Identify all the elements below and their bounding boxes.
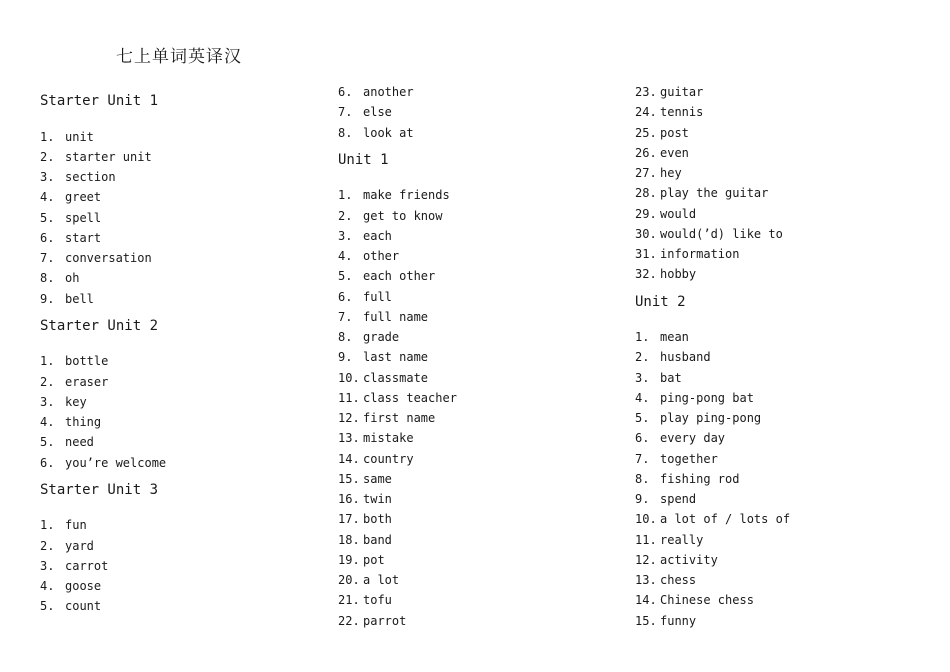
- item-word: would(’d) like to: [660, 226, 783, 241]
- word-item: [338, 471, 392, 487]
- item-number: 8.: [338, 125, 353, 140]
- item-number: 9.: [40, 291, 55, 306]
- item-number: 11.: [338, 390, 360, 405]
- word-item: [635, 532, 703, 548]
- word-item: [635, 84, 703, 100]
- section-heading: Unit 1: [338, 151, 389, 168]
- item-number: 8.: [338, 330, 353, 344]
- item-word: parrot: [363, 613, 407, 628]
- word-item: [635, 491, 696, 507]
- word-item: [635, 451, 718, 467]
- word-item: [338, 410, 435, 426]
- item-word: get to know: [363, 208, 443, 223]
- item-word: a lot: [363, 573, 400, 587]
- item-number: 22.: [338, 613, 360, 628]
- word-item: [40, 291, 94, 307]
- word-item: [635, 125, 689, 141]
- word-item: [635, 552, 718, 568]
- item-word: greet: [65, 190, 102, 205]
- item-word: together: [660, 451, 718, 466]
- word-item: [40, 455, 166, 471]
- word-item: [635, 572, 696, 588]
- word-item: [635, 104, 703, 120]
- item-number: 9.: [635, 492, 650, 506]
- item-word: play ping-pong: [660, 411, 762, 425]
- item-number: 32.: [635, 267, 657, 282]
- item-word: unit: [65, 129, 94, 144]
- word-item: [338, 451, 414, 467]
- word-item: [338, 349, 428, 365]
- item-number: 7.: [635, 451, 650, 466]
- item-word: look at: [363, 125, 414, 140]
- word-item: [635, 165, 682, 181]
- item-number: 4.: [40, 190, 55, 205]
- item-word: other: [363, 249, 400, 263]
- item-number: 1.: [635, 330, 650, 344]
- item-number: 21.: [338, 593, 360, 608]
- section-heading: Starter Unit 1: [40, 93, 159, 109]
- item-number: 3.: [40, 558, 55, 573]
- item-number: 23.: [635, 85, 657, 99]
- word-item: [635, 370, 682, 386]
- word-item: [338, 125, 414, 141]
- item-word: play the guitar: [660, 186, 769, 201]
- item-number: 31.: [635, 247, 657, 261]
- word-item: [338, 511, 392, 527]
- word-item: [40, 374, 108, 390]
- item-number: 2.: [40, 149, 55, 164]
- item-number: 20.: [338, 573, 360, 587]
- item-word: twin: [363, 492, 392, 506]
- item-word: yard: [65, 538, 94, 553]
- word-item: [40, 578, 101, 594]
- item-number: 12.: [338, 411, 360, 425]
- item-word: another: [363, 85, 414, 99]
- item-number: 4.: [635, 390, 650, 405]
- word-item: [338, 390, 457, 406]
- word-item: [635, 266, 696, 282]
- item-number: 28.: [635, 186, 657, 201]
- item-word: a lot of / lots of: [660, 512, 791, 527]
- word-item: [338, 491, 392, 507]
- word-item: [40, 353, 108, 369]
- word-item: [635, 226, 783, 242]
- item-word: section: [65, 170, 116, 184]
- word-item: [338, 84, 414, 100]
- item-word: pot: [363, 552, 385, 567]
- word-item: [635, 430, 725, 446]
- item-number: 7.: [40, 251, 55, 265]
- item-word: post: [660, 125, 689, 140]
- word-item: [40, 434, 94, 450]
- item-word: spend: [660, 492, 697, 506]
- item-word: first name: [363, 411, 436, 425]
- item-word: goose: [65, 579, 102, 593]
- item-word: information: [660, 247, 740, 261]
- item-word: hobby: [660, 267, 697, 282]
- word-item: [338, 532, 392, 548]
- word-item: [338, 370, 428, 386]
- item-number: 8.: [635, 471, 650, 486]
- item-word: mean: [660, 330, 689, 344]
- word-item: [635, 185, 768, 201]
- word-item: [338, 552, 385, 568]
- item-word: same: [363, 471, 392, 486]
- item-word: every day: [660, 431, 726, 446]
- item-number: 4.: [40, 579, 55, 593]
- item-number: 1.: [338, 188, 353, 203]
- word-item: [40, 250, 152, 266]
- item-number: 3.: [635, 370, 650, 385]
- item-number: 18.: [338, 532, 360, 547]
- item-word: activity: [660, 552, 718, 567]
- item-number: 13.: [338, 431, 360, 446]
- item-word: thing: [65, 415, 102, 429]
- item-number: 6.: [338, 289, 353, 304]
- word-item: [40, 189, 101, 205]
- item-number: 5.: [40, 435, 55, 450]
- item-number: 13.: [635, 573, 657, 587]
- word-item: [40, 558, 108, 574]
- item-word: Chinese chess: [660, 593, 754, 608]
- word-item: [635, 471, 739, 487]
- word-item: [338, 592, 392, 608]
- word-item: [40, 129, 94, 145]
- item-word: last name: [363, 350, 429, 365]
- section-heading: Starter Unit 3: [40, 481, 159, 498]
- item-number: 10.: [635, 512, 657, 527]
- item-number: 12.: [635, 552, 657, 567]
- item-word: conversation: [65, 251, 152, 265]
- item-word: make friends: [363, 188, 450, 203]
- word-item: [40, 517, 87, 533]
- item-number: 9.: [338, 350, 353, 365]
- item-word: bell: [65, 291, 94, 306]
- item-number: 8.: [40, 271, 55, 286]
- item-word: fun: [65, 518, 87, 533]
- word-item: [338, 289, 392, 305]
- item-number: 5.: [40, 599, 55, 614]
- item-number: 10.: [338, 370, 360, 385]
- item-number: 24.: [635, 105, 657, 120]
- item-number: 5.: [635, 411, 650, 425]
- word-item: [338, 329, 399, 345]
- item-number: 2.: [40, 538, 55, 553]
- word-item: [338, 613, 406, 629]
- word-item: [338, 104, 392, 120]
- word-item: [338, 268, 435, 284]
- item-number: 19.: [338, 552, 360, 567]
- item-word: full: [363, 289, 392, 304]
- word-item: [40, 270, 79, 286]
- word-item: [338, 572, 399, 588]
- word-item: [635, 613, 696, 629]
- item-word: chess: [660, 573, 697, 587]
- word-item: [40, 230, 101, 246]
- word-item: [40, 538, 94, 554]
- word-item: [40, 149, 152, 165]
- item-number: 27.: [635, 166, 657, 180]
- item-number: 3.: [40, 170, 55, 184]
- item-number: 30.: [635, 226, 657, 241]
- item-word: guitar: [660, 85, 704, 99]
- item-word: each other: [363, 269, 436, 284]
- item-number: 6.: [338, 85, 353, 99]
- item-word: carrot: [65, 558, 109, 573]
- item-word: funny: [660, 613, 697, 628]
- item-number: 26.: [635, 145, 657, 160]
- item-word: country: [363, 451, 414, 466]
- item-number: 16.: [338, 492, 360, 506]
- item-number: 4.: [40, 415, 55, 429]
- item-word: spell: [65, 210, 102, 225]
- item-word: ping-pong bat: [660, 390, 754, 405]
- item-number: 25.: [635, 125, 657, 140]
- item-word: husband: [660, 350, 711, 365]
- word-item: [40, 394, 87, 410]
- item-word: band: [363, 532, 392, 547]
- word-item: [635, 410, 761, 426]
- item-number: 5.: [40, 210, 55, 225]
- word-item: [635, 390, 754, 406]
- word-item: [338, 248, 399, 264]
- page-title: 七上单词英译汉: [116, 47, 242, 67]
- item-word: bat: [660, 370, 682, 385]
- word-item: [40, 414, 101, 430]
- item-number: 14.: [338, 451, 360, 466]
- item-word: full name: [363, 309, 429, 324]
- item-word: really: [660, 532, 704, 547]
- item-number: 17.: [338, 512, 360, 527]
- item-word: key: [65, 394, 87, 409]
- item-word: eraser: [65, 374, 109, 389]
- word-item: [40, 210, 101, 226]
- item-word: each: [363, 228, 392, 243]
- item-number: 7.: [338, 309, 353, 324]
- item-word: classmate: [363, 370, 429, 385]
- item-word: tofu: [363, 593, 392, 608]
- word-item: [338, 430, 414, 446]
- item-number: 15.: [338, 471, 360, 486]
- item-number: 14.: [635, 593, 657, 608]
- item-word: starter unit: [65, 149, 152, 164]
- item-number: 11.: [635, 532, 657, 547]
- item-number: 6.: [40, 455, 55, 470]
- item-word: need: [65, 435, 94, 450]
- item-number: 4.: [338, 249, 353, 263]
- word-item: [635, 206, 696, 222]
- item-word: grade: [363, 330, 400, 344]
- item-word: would: [660, 206, 697, 221]
- item-number: 6.: [635, 431, 650, 446]
- word-item: [338, 187, 450, 203]
- item-word: both: [363, 512, 392, 527]
- item-number: 2.: [338, 208, 353, 223]
- item-word: class teacher: [363, 390, 457, 405]
- section-heading: Starter Unit 2: [40, 317, 159, 334]
- item-number: 3.: [40, 394, 55, 409]
- word-item: [338, 208, 442, 224]
- item-number: 29.: [635, 206, 657, 221]
- item-word: bottle: [65, 354, 109, 369]
- word-item: [40, 169, 116, 185]
- section-heading: Unit 2: [635, 293, 686, 310]
- item-number: 1.: [40, 354, 55, 369]
- item-number: 5.: [338, 269, 353, 284]
- item-word: fishing rod: [660, 471, 740, 486]
- word-item: [40, 598, 101, 614]
- word-item: [635, 329, 689, 345]
- item-number: 1.: [40, 518, 55, 533]
- item-word: count: [65, 599, 102, 614]
- item-word: oh: [65, 271, 80, 286]
- item-word: mistake: [363, 431, 414, 446]
- item-number: 2.: [40, 374, 55, 389]
- word-item: [635, 511, 790, 527]
- item-number: 2.: [635, 350, 650, 365]
- word-item: [635, 246, 739, 262]
- item-word: you’re welcome: [65, 455, 167, 470]
- item-number: 15.: [635, 613, 657, 628]
- item-number: 1.: [40, 129, 55, 144]
- word-item: [635, 145, 689, 161]
- item-number: 6.: [40, 230, 55, 245]
- item-number: 7.: [338, 105, 353, 120]
- word-item: [635, 349, 711, 365]
- item-word: hey: [660, 166, 682, 180]
- item-word: even: [660, 145, 689, 160]
- word-item: [635, 592, 754, 608]
- word-item: [338, 309, 428, 325]
- word-item: [338, 228, 392, 244]
- item-word: else: [363, 105, 392, 120]
- item-number: 3.: [338, 228, 353, 243]
- item-word: tennis: [660, 105, 704, 120]
- item-word: start: [65, 230, 102, 245]
